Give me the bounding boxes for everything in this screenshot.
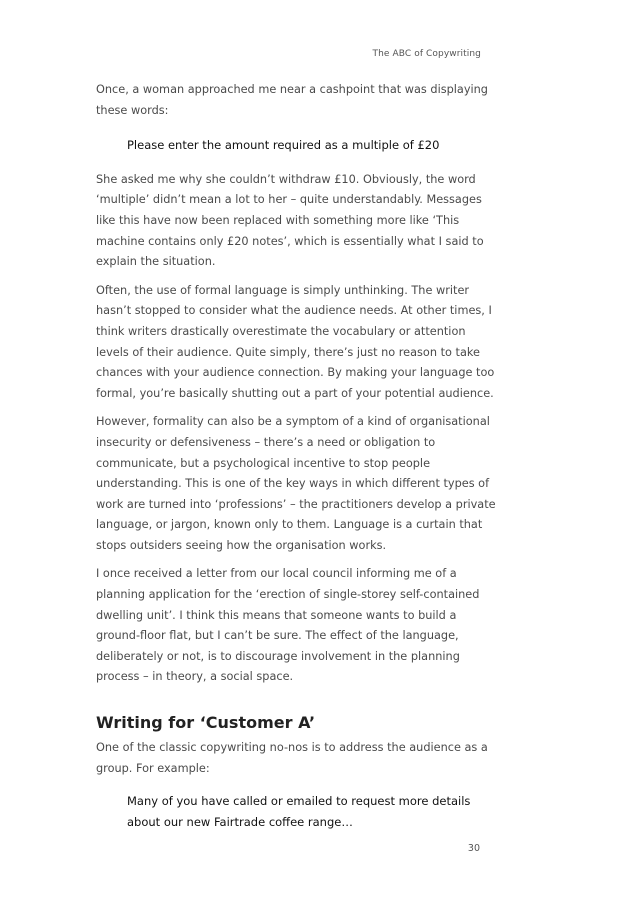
coffee-quote: Many of you have called or emailed to request more details about our new Fairtrade coffee range…	[127, 794, 471, 830]
page-body	[96, 80, 496, 841]
running-head: The ABC of Copywriting	[372, 49, 481, 59]
paragraph-formality-symptom: However, formality can also be a symptom of a kind of organisational insecurity or defensiveness – there’s a need or obligation to communicate, but a psychological incentive to stop people understanding. This is one of the key ways in which different types of work are turned into ‘professions’ – the practitioners develop a private language, or jargon, known only to them. Language is a curtain that stops outsiders seeing how the organisation works.	[96, 415, 496, 552]
paragraph-withdraw: She asked me why she couldn’t withdraw £10. Obviously, the word ‘multiple’ didn’t mean a lot to her – quite understandably. Messages like this have now been replaced with something more like ‘This machine contains only £20 notes’, which is essentially what I said to explain the situation.	[96, 172, 484, 269]
paragraph-intro: Once, a woman approached me near a cashpoint that was displaying these words:	[96, 83, 488, 117]
section-heading: Writing for ‘Customer A’	[96, 713, 316, 733]
paragraph-council-letter: I once received a letter from our local council informing me of a planning application for the ‘erection of single-storey self-contained dwelling unit’. I think this means that someone wants to build a ground-floor flat, but I can’t be sure. The effect of the language, deliberately or not, is to discourage involvement in the planning process – in theory, a social space.	[96, 567, 480, 684]
page-number: 30	[467, 843, 480, 854]
paragraph-no-nos: One of the classic copywriting no-nos is to address the audience as a group. For example:	[96, 741, 488, 775]
cashpoint-quote: Please enter the amount required as a multiple of £20	[127, 138, 440, 153]
paragraph-formal-language: Often, the use of formal language is simply unthinking. The writer hasn’t stopped to consider what the audience needs. At other times, I think writers drastically overestimate the vocabulary or attention levels of their audience. Quite simply, there’s just no reason to take chances with your audience connection. By making your language too formal, you’re basically shutting out a part of your potential audience.	[96, 283, 495, 400]
